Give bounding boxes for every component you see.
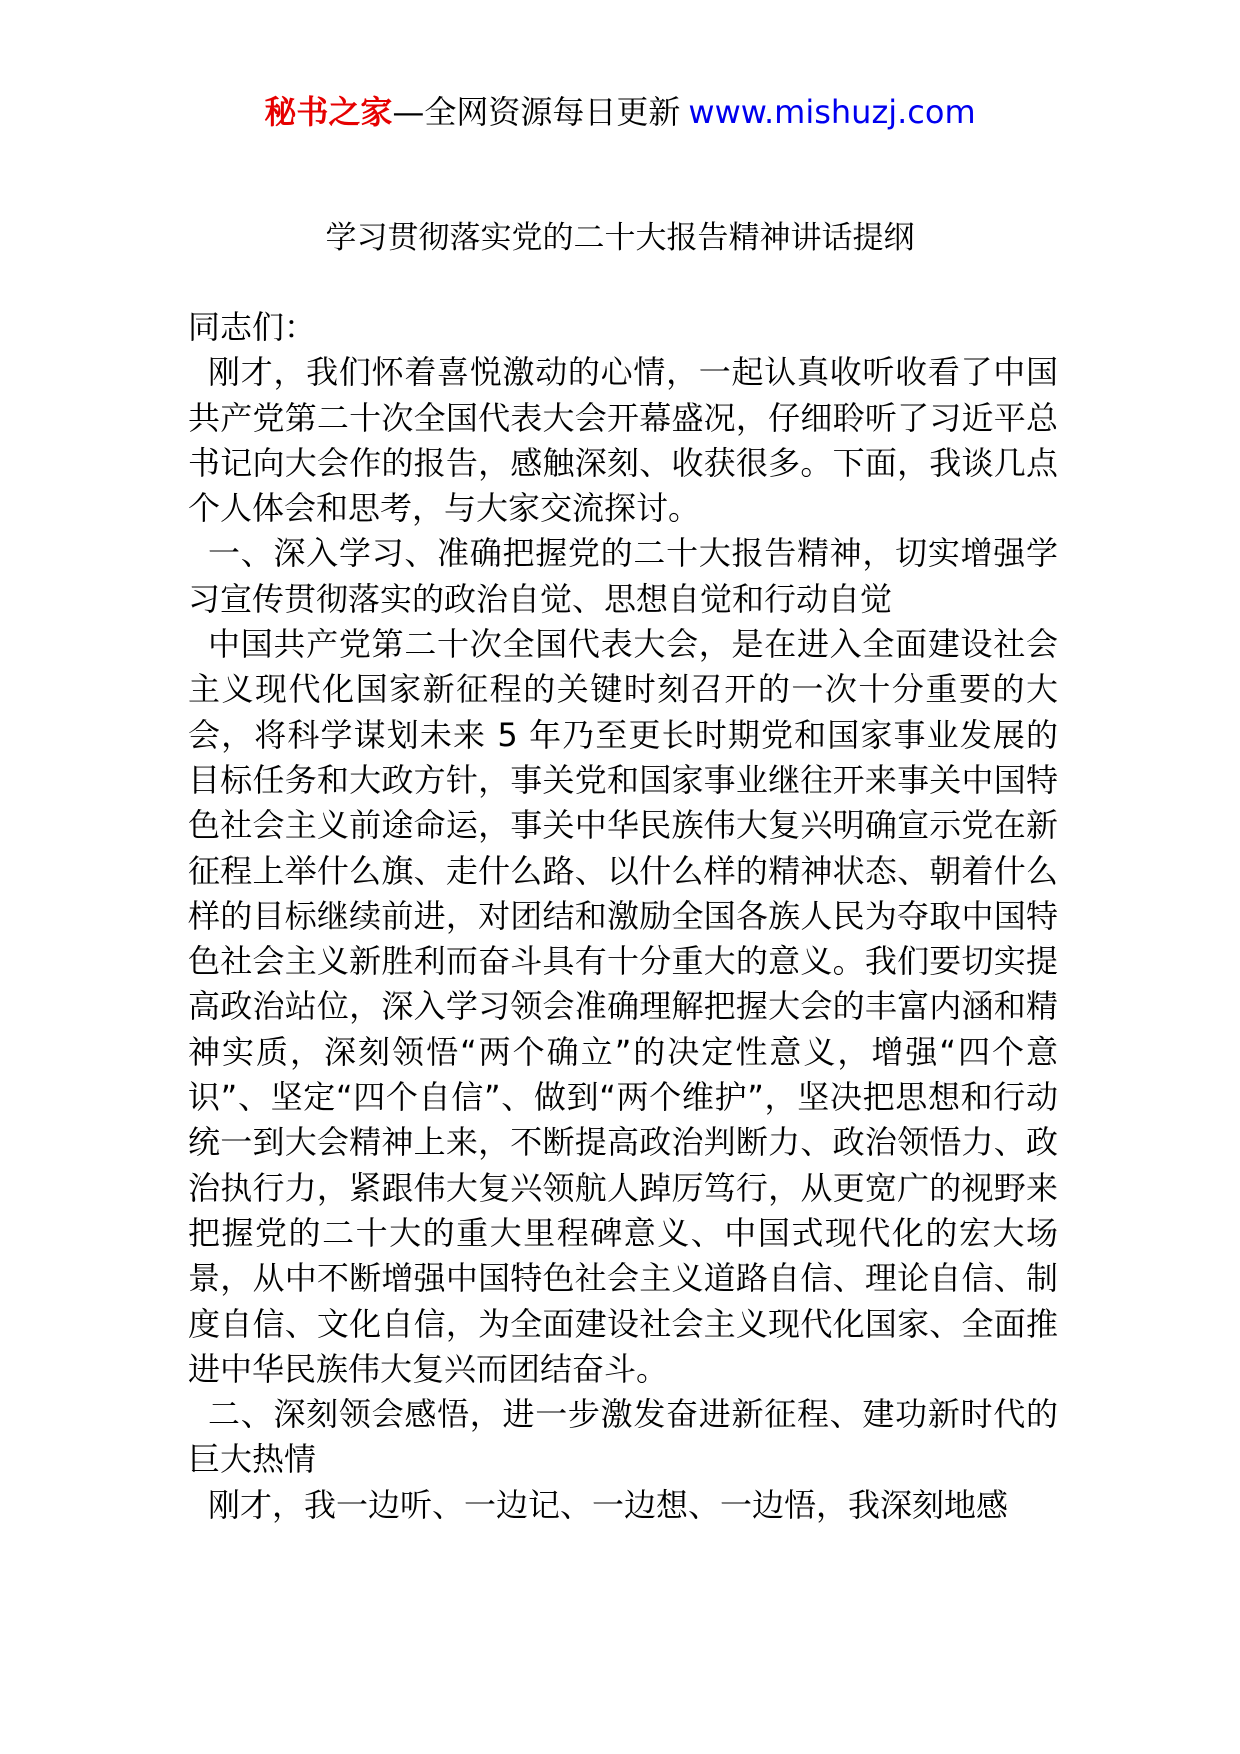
brand-name: 秘书之家 <box>264 93 393 131</box>
site-url-link[interactable]: www.mishuzj.com <box>688 93 976 131</box>
paragraph-section-2: 刚才，我一边听、一边记、一边想、一边悟，我深刻地感 <box>208 1485 1009 1524</box>
paragraph-section-1: 中国共产党第二十次全国代表大会，是在进入全面建设社会主义现代化国家新征程的关键时刻召开的一次十分重要的大会，将科学谋划未来 5 年乃至更长时期党和国家事业发展的目标任务和大政方针，事关党和国家事业继往开来事关中国特色社会主义前途命运，事关中华民族伟大复兴明确宣示党在新征程上举什么旗、走什么路、以什么样的精神状态、朝着什么样的目标继续前进，对团结和激励全国各族人民为夺取中国特色社会主义新胜利而奋斗具有十分重大的意义。我们要切实提高政治站位，深入学习领会准确理解把握大会的丰富内涵和精神实质，深刻领悟“两个确立”的决定性意义，增强“四个意识”、坚定“四个自信”、做到“两个维护”，坚决把思想和行动统一到大会精神上来，不断提高政治判断力、政治领悟力、政治执行力，紧跟伟大复兴领航人踔厉笃行，从更宽广的视野来把握党的二十大的重大里程碑意义、中国式现代化的宏大场景，从中不断增强中国特色社会主义道路自信、理论自信、制度自信、文化自信，为全面建设社会主义现代化国家、全面推进中华民族伟大复兴而团结奋斗。 <box>188 625 1058 1388</box>
site-header <box>0 92 1240 132</box>
section-heading-2: 二、深刻领会感悟，进一步激发奋进新征程、建功新时代的巨大热情 <box>188 1395 1058 1479</box>
section-heading-1: 一、深入学习、准确把握党的二十大报告精神，切实增强学习宣传贯彻落实的政治自觉、思想自觉和行动自觉 <box>188 534 1058 618</box>
paragraph-intro: 刚才，我们怀着喜悦激动的心情，一起认真收听收看了中国共产党第二十次全国代表大会开幕盛况，仔细聆听了习近平总书记向大会作的报告，感触深刻、收获很多。下面，我谈几点个人体会和思考，与大家交流探讨。 <box>188 353 1058 528</box>
document-title: 学习贯彻落实党的二十大报告精神讲话提纲 <box>325 220 915 256</box>
document-body <box>188 305 1058 1528</box>
header-tagline: —全网资源每日更新 <box>392 93 681 131</box>
salutation: 同志们： <box>188 308 317 346</box>
